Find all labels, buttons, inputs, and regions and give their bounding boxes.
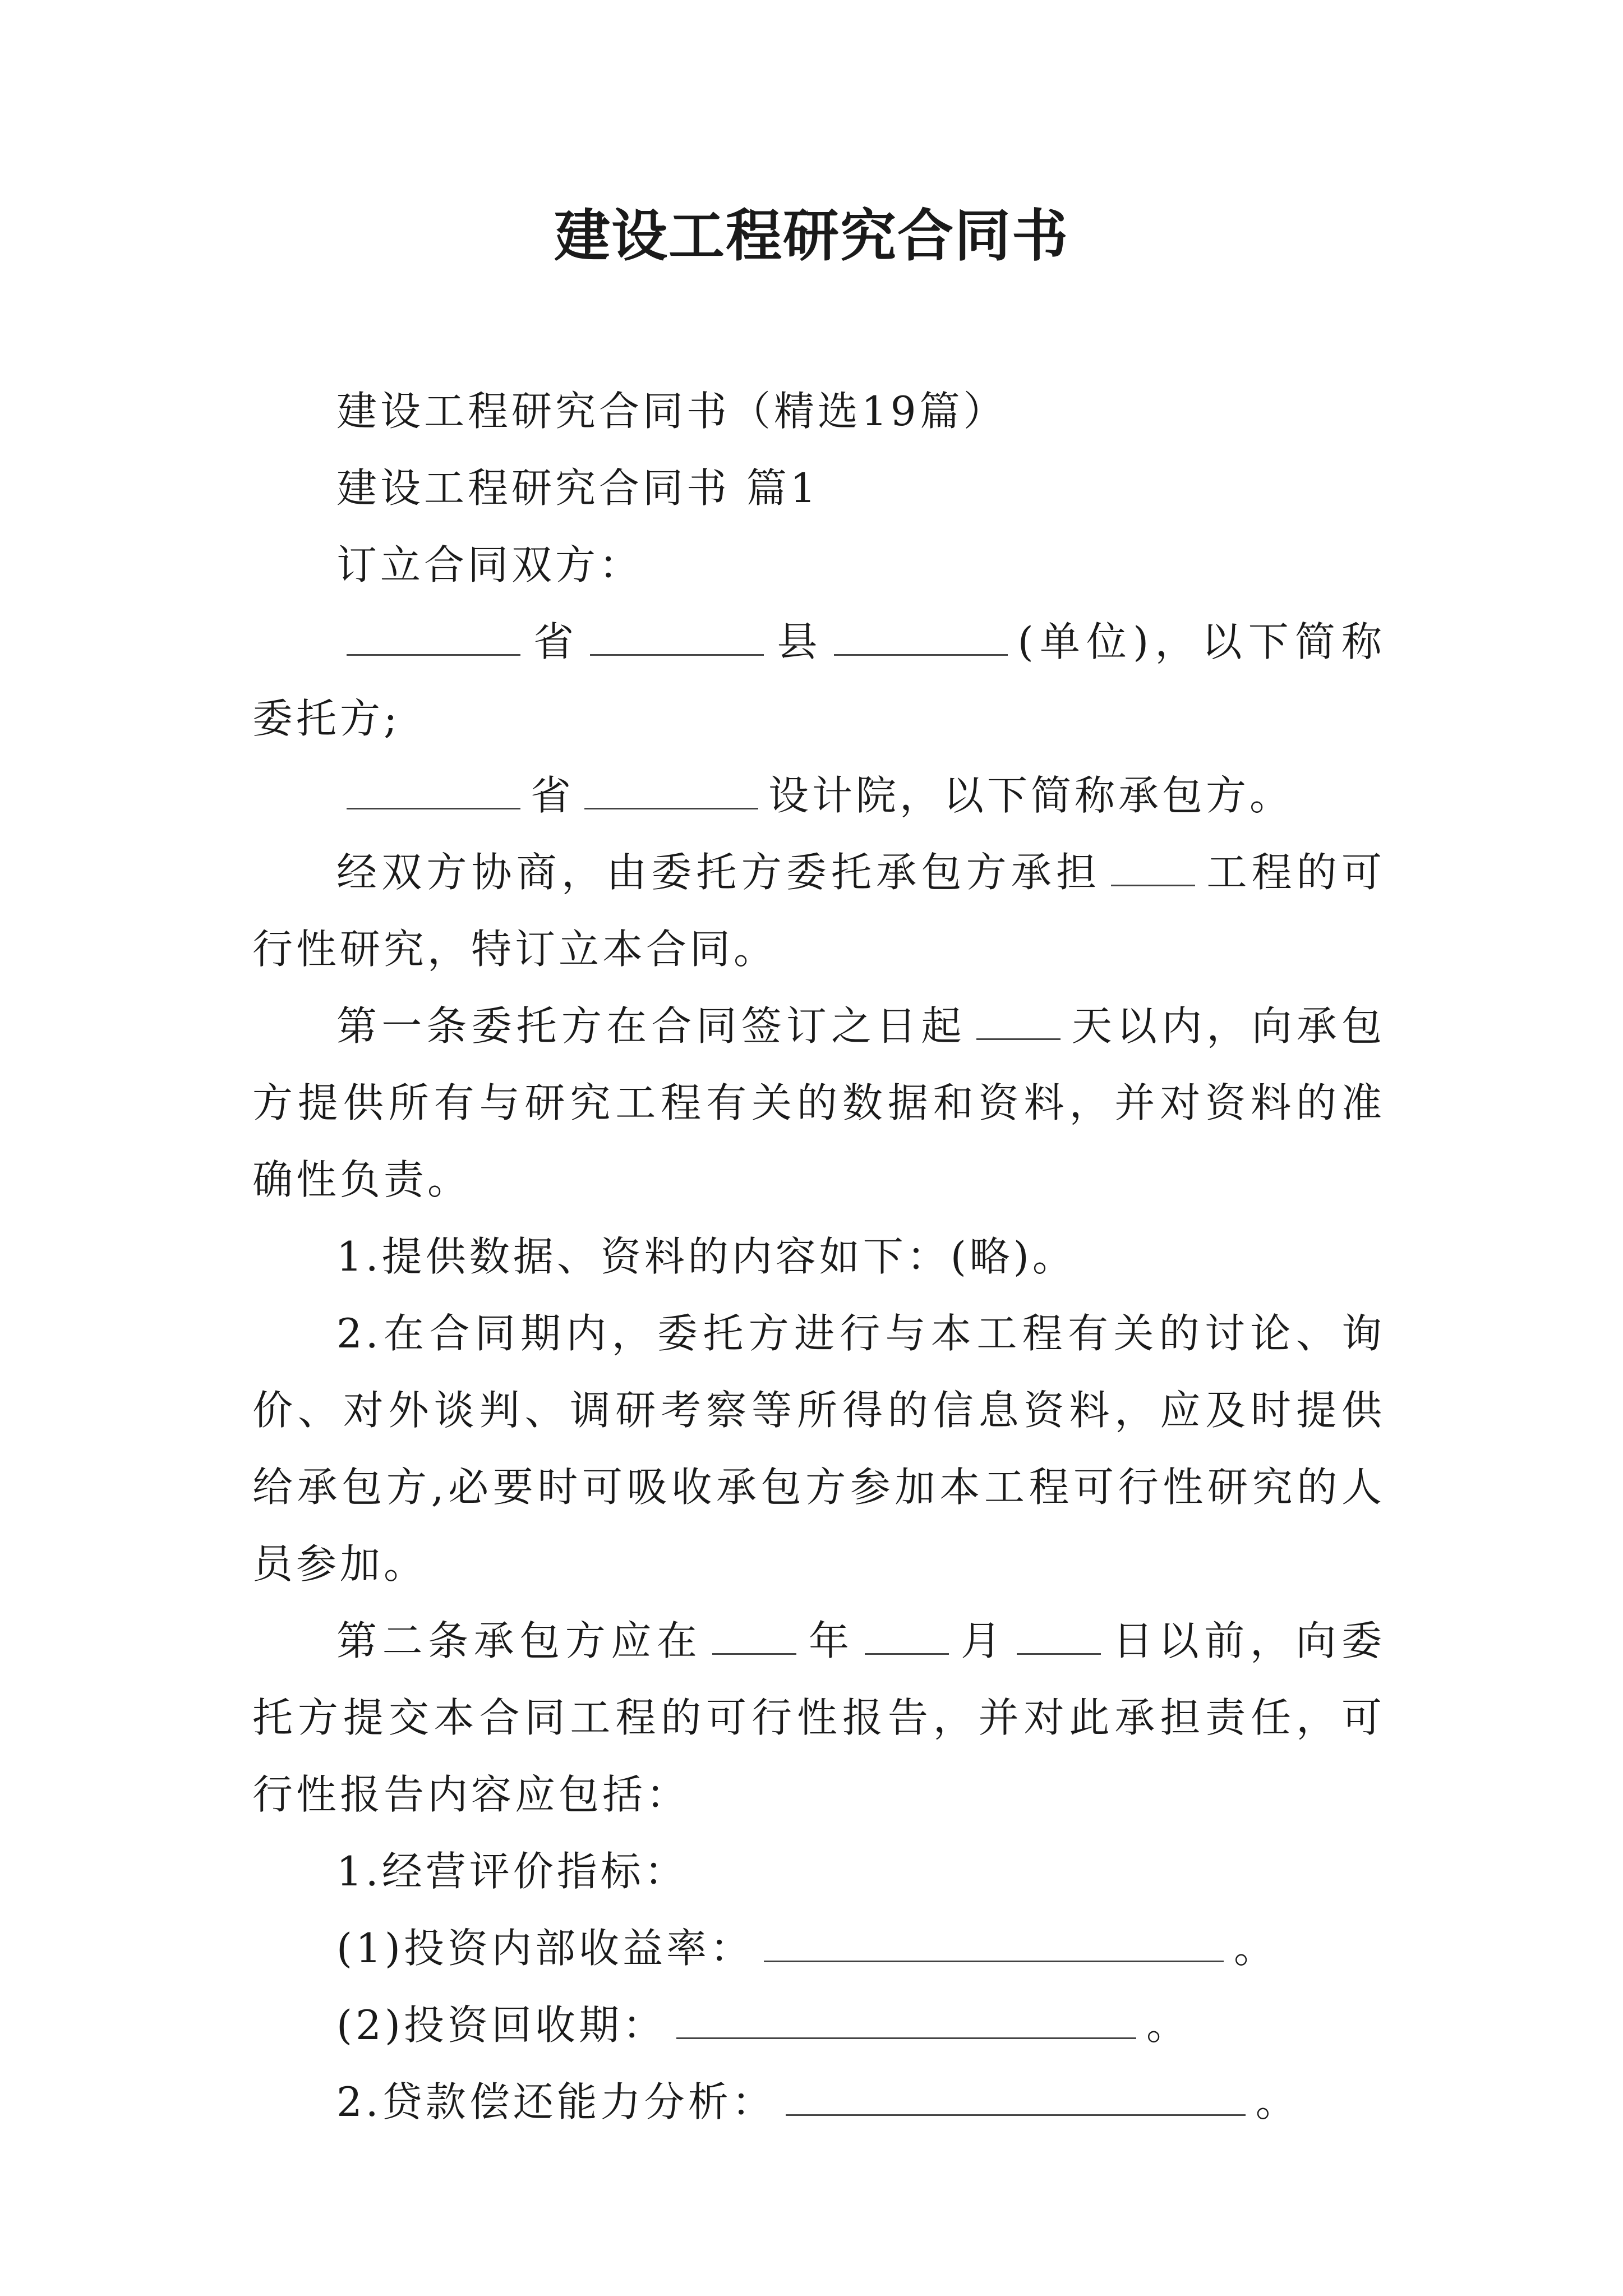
article-2 [252, 1603, 1385, 1833]
blank-province-a [347, 620, 520, 656]
article-1 [252, 988, 1385, 1218]
party-a-unit: (单位)，以下简称委托方; [252, 618, 1385, 742]
article-2-after: 日以前，向委托方提交本合同工程的可行性报告，并对此承担责任，可行性报告内容应包括： [252, 1617, 1385, 1818]
article-2-year: 年 [806, 1617, 855, 1664]
document-title: 建设工程研究合同书 [554, 203, 1069, 269]
article-2-before: 第二条承包方应在 [336, 1617, 703, 1664]
blank-irr [764, 1927, 1224, 1962]
blank-days [976, 1005, 1061, 1040]
section-heading: 建设工程研究合同书 篇1 [336, 464, 819, 512]
party-a-county: 县 [774, 618, 824, 665]
item-2-1a-label: (1)投资内部收益率： [336, 1925, 754, 1972]
blank-project [1111, 851, 1195, 886]
negotiation-paragraph [252, 834, 1385, 988]
blank-year [712, 1619, 796, 1655]
blank-day [1017, 1619, 1101, 1655]
item-2-1b-end: 。 [1146, 2001, 1191, 2049]
item-2-1b [252, 1987, 1385, 2064]
article-1-before: 第一条委托方在合同签订之日起 [336, 1002, 966, 1050]
item-2-1b-label: (2)投资回收期： [336, 2001, 666, 2049]
party-a-prov: 省 [531, 618, 580, 665]
blank-unit-a [834, 620, 1008, 656]
party-a-line [252, 604, 1385, 757]
parties-intro: 订立合同双方： [336, 541, 643, 588]
blank-loan [786, 2081, 1246, 2116]
item-2-1: 1.经营评价指标： [336, 1848, 688, 1895]
item-1-1: 1.提供数据、资料的内容如下：(略)。 [336, 1233, 1076, 1280]
blank-payback [676, 2004, 1136, 2039]
party-b-line [252, 757, 1385, 834]
subtitle: 建设工程研究合同书（精选19篇） [336, 388, 1007, 435]
negotiation-before: 经双方协商，由委托方委托承包方承担 [336, 849, 1101, 896]
blank-province-b [347, 774, 520, 809]
item-2-1a-end: 。 [1234, 1925, 1278, 1972]
blank-month [865, 1619, 949, 1655]
party-b-prov: 省 [531, 772, 575, 819]
negotiation-after: 工程的可行性研究，特订立本合同。 [252, 849, 1385, 973]
party-b-institute: 设计院，以下简称承包方。 [768, 772, 1294, 819]
item-2-1a [252, 1910, 1385, 1987]
item-2-2-end: 。 [1255, 2078, 1299, 2125]
item-2-2 [252, 2064, 1385, 2141]
item-2-2-label: 2.贷款偿还能力分析： [336, 2078, 776, 2125]
blank-institute-b [584, 774, 758, 809]
article-2-month: 月 [958, 1617, 1007, 1664]
document-body [252, 373, 1385, 2141]
item-1-2: 2.在合同期内，委托方进行与本工程有关的讨论、询价、对外谈判、调研考察等所得的信息资料，应及时提供给承包方,必要时可吸收承包方参加本工程可行性研究的人员参加。 [252, 1310, 1385, 1588]
article-1-after: 天以内，向承包方提供所有与研究工程有关的数据和资料，并对资料的准确性负责。 [252, 1002, 1385, 1203]
blank-county-a [590, 620, 764, 656]
